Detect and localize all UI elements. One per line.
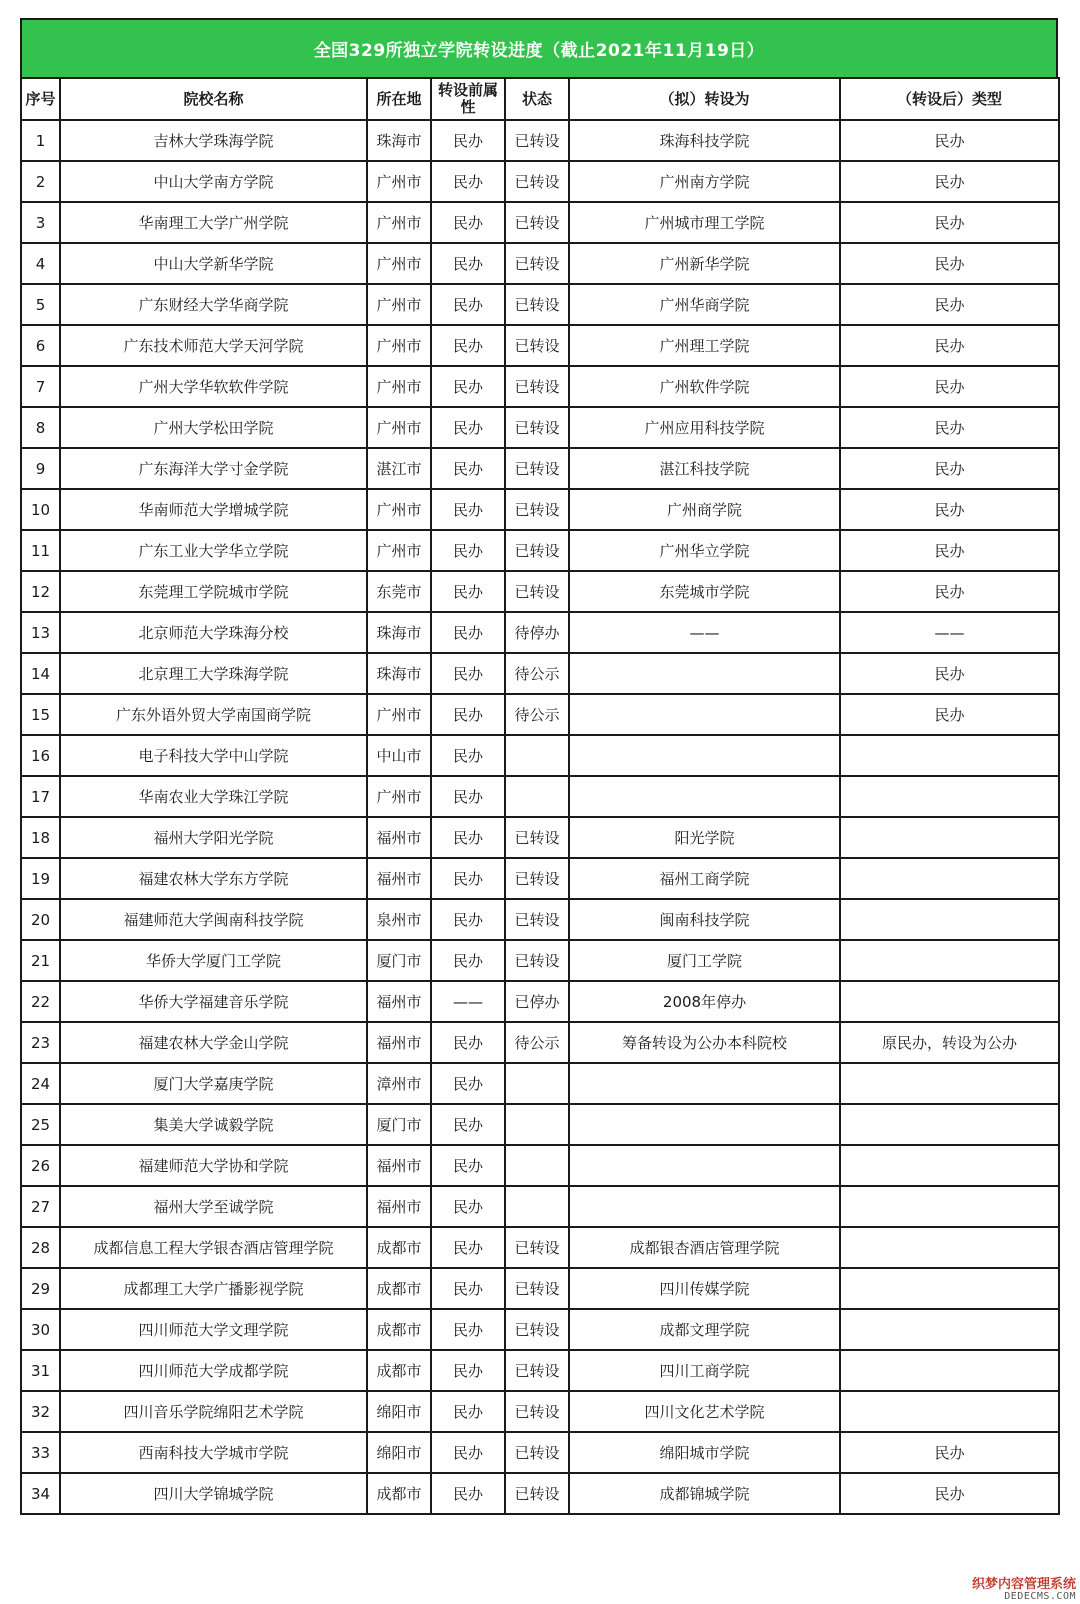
watermark-cn-text: 织梦内容管理系统	[971, 1576, 1076, 1592]
cell-status: 已转设	[505, 161, 569, 202]
cell-converted-to: 四川工商学院	[569, 1350, 840, 1391]
cell-converted-to: 筹备转设为公办本科院校	[569, 1022, 840, 1063]
cell-location: 珠海市	[367, 653, 431, 694]
cell-location: 成都市	[367, 1309, 431, 1350]
cell-prior-attribute: 民办	[431, 202, 505, 243]
table-row	[21, 571, 1059, 612]
header-row	[21, 78, 1059, 120]
header-col-location: 所在地	[367, 78, 431, 120]
cell-status: 已转设	[505, 407, 569, 448]
cell-school-name: 华南农业大学珠江学院	[60, 776, 367, 817]
cell-location: 漳州市	[367, 1063, 431, 1104]
cell-prior-attribute: 民办	[431, 653, 505, 694]
cell-converted-to: 闽南科技学院	[569, 899, 840, 940]
cell-prior-attribute: 民办	[431, 243, 505, 284]
cell-status	[505, 735, 569, 776]
cell-status	[505, 1063, 569, 1104]
table-row	[21, 530, 1059, 571]
cell-prior-attribute: 民办	[431, 448, 505, 489]
cell-school-name: 四川师范大学文理学院	[60, 1309, 367, 1350]
cell-converted-to: 广州理工学院	[569, 325, 840, 366]
header-col-status: 状态	[505, 78, 569, 120]
cell-prior-attribute: 民办	[431, 407, 505, 448]
table-row	[21, 366, 1059, 407]
cell-status	[505, 1145, 569, 1186]
cell-prior-attribute: 民办	[431, 1473, 505, 1514]
cell-school-name: 四川师范大学成都学院	[60, 1350, 367, 1391]
table-row	[21, 1268, 1059, 1309]
header-col-post-type: （转设后）类型	[840, 78, 1059, 120]
cell-prior-attribute: 民办	[431, 776, 505, 817]
cell-location: 成都市	[367, 1268, 431, 1309]
cell-school-name: 成都理工大学广播影视学院	[60, 1268, 367, 1309]
cell-post-type: 民办	[840, 1432, 1059, 1473]
table-row	[21, 1022, 1059, 1063]
table-row	[21, 325, 1059, 366]
watermark-en-text: DEDECMS.COM	[1004, 1590, 1076, 1602]
cell-status: 已转设	[505, 202, 569, 243]
cell-prior-attribute: 民办	[431, 120, 505, 161]
cell-location: 东莞市	[367, 571, 431, 612]
cell-seq: 12	[21, 571, 60, 612]
cell-post-type: 民办	[840, 448, 1059, 489]
cell-seq: 16	[21, 735, 60, 776]
table-row	[21, 735, 1059, 776]
cell-post-type	[840, 735, 1059, 776]
cell-post-type	[840, 1268, 1059, 1309]
cell-school-name: 电子科技大学中山学院	[60, 735, 367, 776]
cell-school-name: 中山大学新华学院	[60, 243, 367, 284]
cell-prior-attribute: 民办	[431, 284, 505, 325]
cell-post-type: 民办	[840, 202, 1059, 243]
cell-seq: 34	[21, 1473, 60, 1514]
cell-converted-to: 东莞城市学院	[569, 571, 840, 612]
cell-converted-to: 绵阳城市学院	[569, 1432, 840, 1473]
cell-location: 广州市	[367, 243, 431, 284]
cell-location: 广州市	[367, 530, 431, 571]
table-row	[21, 448, 1059, 489]
cell-location: 福州市	[367, 981, 431, 1022]
cell-status: 已转设	[505, 1350, 569, 1391]
cell-converted-to: 四川文化艺术学院	[569, 1391, 840, 1432]
cell-school-name: 福建农林大学金山学院	[60, 1022, 367, 1063]
cell-seq: 20	[21, 899, 60, 940]
cell-status: 已转设	[505, 1309, 569, 1350]
cell-prior-attribute: 民办	[431, 366, 505, 407]
cell-prior-attribute: 民办	[431, 489, 505, 530]
cell-seq: 18	[21, 817, 60, 858]
cell-school-name: 西南科技大学城市学院	[60, 1432, 367, 1473]
cell-school-name: 广州大学松田学院	[60, 407, 367, 448]
cell-post-type: 民办	[840, 489, 1059, 530]
header-col-seq: 序号	[21, 78, 60, 120]
cell-post-type	[840, 776, 1059, 817]
cell-prior-attribute: 民办	[431, 1186, 505, 1227]
data-table	[20, 77, 1060, 1515]
cell-school-name: 华侨大学厦门工学院	[60, 940, 367, 981]
table-row	[21, 694, 1059, 735]
table-row	[21, 653, 1059, 694]
cell-prior-attribute: 民办	[431, 735, 505, 776]
cell-school-name: 广东海洋大学寸金学院	[60, 448, 367, 489]
cell-status: 已转设	[505, 1227, 569, 1268]
cell-prior-attribute: 民办	[431, 1145, 505, 1186]
table-row	[21, 243, 1059, 284]
cell-location: 广州市	[367, 161, 431, 202]
cell-post-type: 民办	[840, 694, 1059, 735]
cell-prior-attribute: 民办	[431, 1227, 505, 1268]
cell-school-name: 华南理工大学广州学院	[60, 202, 367, 243]
cell-prior-attribute: 民办	[431, 571, 505, 612]
cell-seq: 8	[21, 407, 60, 448]
cell-post-type	[840, 1350, 1059, 1391]
cell-converted-to: 福州工商学院	[569, 858, 840, 899]
cell-post-type	[840, 1309, 1059, 1350]
cell-post-type	[840, 981, 1059, 1022]
cell-post-type	[840, 1227, 1059, 1268]
cell-post-type: 民办	[840, 653, 1059, 694]
cell-converted-to	[569, 1145, 840, 1186]
cell-school-name: 中山大学南方学院	[60, 161, 367, 202]
cell-converted-to: 广州应用科技学院	[569, 407, 840, 448]
cell-seq: 13	[21, 612, 60, 653]
cell-prior-attribute: 民办	[431, 530, 505, 571]
header-col-school-name: 院校名称	[60, 78, 367, 120]
table-row	[21, 284, 1059, 325]
site-watermark	[972, 1578, 1076, 1602]
cell-status: 已转设	[505, 243, 569, 284]
cell-location: 厦门市	[367, 940, 431, 981]
cell-school-name: 福建师范大学闽南科技学院	[60, 899, 367, 940]
cell-school-name: 四川音乐学院绵阳艺术学院	[60, 1391, 367, 1432]
cell-prior-attribute: 民办	[431, 1391, 505, 1432]
cell-post-type: 民办	[840, 243, 1059, 284]
cell-seq: 31	[21, 1350, 60, 1391]
cell-prior-attribute: 民办	[431, 1063, 505, 1104]
cell-seq: 28	[21, 1227, 60, 1268]
table-row	[21, 1145, 1059, 1186]
cell-post-type	[840, 1391, 1059, 1432]
cell-location: 广州市	[367, 366, 431, 407]
cell-location: 福州市	[367, 817, 431, 858]
cell-status: 已转设	[505, 1391, 569, 1432]
cell-post-type: 民办	[840, 407, 1059, 448]
cell-status: 已转设	[505, 899, 569, 940]
cell-converted-to: 广州南方学院	[569, 161, 840, 202]
cell-location: 绵阳市	[367, 1391, 431, 1432]
cell-post-type: 民办	[840, 284, 1059, 325]
cell-status: 已转设	[505, 284, 569, 325]
cell-status: 已转设	[505, 940, 569, 981]
cell-converted-to	[569, 1063, 840, 1104]
cell-school-name: 吉林大学珠海学院	[60, 120, 367, 161]
cell-prior-attribute: 民办	[431, 1104, 505, 1145]
cell-seq: 23	[21, 1022, 60, 1063]
cell-converted-to: 湛江科技学院	[569, 448, 840, 489]
cell-location: 成都市	[367, 1473, 431, 1514]
cell-location: 成都市	[367, 1227, 431, 1268]
cell-post-type: 民办	[840, 571, 1059, 612]
table-row	[21, 981, 1059, 1022]
cell-seq: 9	[21, 448, 60, 489]
cell-school-name: 成都信息工程大学银杏酒店管理学院	[60, 1227, 367, 1268]
cell-location: 成都市	[367, 1350, 431, 1391]
cell-post-type: 民办	[840, 366, 1059, 407]
cell-prior-attribute: 民办	[431, 940, 505, 981]
cell-school-name: 福州大学阳光学院	[60, 817, 367, 858]
cell-prior-attribute: ——	[431, 981, 505, 1022]
cell-status: 已转设	[505, 366, 569, 407]
cell-post-type	[840, 1104, 1059, 1145]
cell-converted-to	[569, 1186, 840, 1227]
cell-school-name: 东莞理工学院城市学院	[60, 571, 367, 612]
table-row	[21, 940, 1059, 981]
cell-school-name: 华南师范大学增城学院	[60, 489, 367, 530]
cell-status: 已转设	[505, 817, 569, 858]
cell-location: 福州市	[367, 858, 431, 899]
cell-seq: 4	[21, 243, 60, 284]
cell-prior-attribute: 民办	[431, 694, 505, 735]
cell-prior-attribute: 民办	[431, 1432, 505, 1473]
cell-converted-to: 广州华商学院	[569, 284, 840, 325]
cell-school-name: 厦门大学嘉庚学院	[60, 1063, 367, 1104]
cell-converted-to: 成都锦城学院	[569, 1473, 840, 1514]
table-row	[21, 1227, 1059, 1268]
cell-converted-to: 2008年停办	[569, 981, 840, 1022]
cell-location: 福州市	[367, 1186, 431, 1227]
cell-prior-attribute: 民办	[431, 1022, 505, 1063]
table-row	[21, 489, 1059, 530]
cell-location: 广州市	[367, 202, 431, 243]
cell-post-type	[840, 817, 1059, 858]
cell-location: 广州市	[367, 776, 431, 817]
cell-seq: 6	[21, 325, 60, 366]
cell-converted-to: 成都银杏酒店管理学院	[569, 1227, 840, 1268]
cell-post-type: 民办	[840, 120, 1059, 161]
cell-status: 已转设	[505, 1268, 569, 1309]
table-row	[21, 899, 1059, 940]
table-row	[21, 1309, 1059, 1350]
cell-seq: 10	[21, 489, 60, 530]
table-row	[21, 1104, 1059, 1145]
cell-seq: 17	[21, 776, 60, 817]
cell-seq: 15	[21, 694, 60, 735]
cell-converted-to: 珠海科技学院	[569, 120, 840, 161]
cell-status	[505, 1104, 569, 1145]
cell-converted-to	[569, 653, 840, 694]
cell-post-type	[840, 940, 1059, 981]
cell-seq: 25	[21, 1104, 60, 1145]
cell-converted-to	[569, 1104, 840, 1145]
table-row	[21, 1350, 1059, 1391]
cell-converted-to	[569, 735, 840, 776]
cell-location: 广州市	[367, 284, 431, 325]
cell-converted-to	[569, 694, 840, 735]
cell-status	[505, 1186, 569, 1227]
cell-post-type	[840, 899, 1059, 940]
table-row	[21, 1186, 1059, 1227]
table-row	[21, 612, 1059, 653]
cell-converted-to: 厦门工学院	[569, 940, 840, 981]
table-row	[21, 161, 1059, 202]
cell-converted-to: 广州城市理工学院	[569, 202, 840, 243]
table-row	[21, 817, 1059, 858]
cell-school-name: 福州大学至诚学院	[60, 1186, 367, 1227]
table-row	[21, 407, 1059, 448]
table-row	[21, 1063, 1059, 1104]
cell-location: 泉州市	[367, 899, 431, 940]
cell-school-name: 广东技术师范大学天河学院	[60, 325, 367, 366]
cell-converted-to: 广州软件学院	[569, 366, 840, 407]
cell-seq: 7	[21, 366, 60, 407]
cell-prior-attribute: 民办	[431, 899, 505, 940]
cell-post-type: 民办	[840, 530, 1059, 571]
cell-seq: 14	[21, 653, 60, 694]
table-row	[21, 858, 1059, 899]
cell-converted-to: 广州华立学院	[569, 530, 840, 571]
cell-prior-attribute: 民办	[431, 1350, 505, 1391]
cell-prior-attribute: 民办	[431, 817, 505, 858]
cell-converted-to: 广州新华学院	[569, 243, 840, 284]
cell-location: 福州市	[367, 1145, 431, 1186]
cell-status: 已转设	[505, 448, 569, 489]
cell-school-name: 广东外语外贸大学南国商学院	[60, 694, 367, 735]
table-row	[21, 1432, 1059, 1473]
cell-post-type	[840, 1186, 1059, 1227]
cell-location: 珠海市	[367, 120, 431, 161]
cell-location: 广州市	[367, 489, 431, 530]
table-row	[21, 776, 1059, 817]
cell-post-type: 民办	[840, 161, 1059, 202]
cell-school-name: 北京师范大学珠海分校	[60, 612, 367, 653]
cell-location: 广州市	[367, 407, 431, 448]
cell-seq: 29	[21, 1268, 60, 1309]
cell-seq: 27	[21, 1186, 60, 1227]
cell-school-name: 北京理工大学珠海学院	[60, 653, 367, 694]
cell-post-type: ——	[840, 612, 1059, 653]
cell-seq: 1	[21, 120, 60, 161]
cell-school-name: 广东财经大学华商学院	[60, 284, 367, 325]
cell-location: 广州市	[367, 694, 431, 735]
cell-post-type	[840, 1145, 1059, 1186]
cell-prior-attribute: 民办	[431, 1268, 505, 1309]
cell-converted-to: 广州商学院	[569, 489, 840, 530]
table-body	[21, 120, 1059, 1514]
header-col-prior-attribute: 转设前属性	[431, 78, 505, 120]
cell-converted-to: 四川传媒学院	[569, 1268, 840, 1309]
cell-location: 湛江市	[367, 448, 431, 489]
table-row	[21, 1473, 1059, 1514]
cell-location: 福州市	[367, 1022, 431, 1063]
cell-school-name: 广东工业大学华立学院	[60, 530, 367, 571]
cell-seq: 33	[21, 1432, 60, 1473]
cell-status: 已转设	[505, 858, 569, 899]
cell-school-name: 福建农林大学东方学院	[60, 858, 367, 899]
cell-status: 待公示	[505, 694, 569, 735]
header-col-converted-to: （拟）转设为	[569, 78, 840, 120]
cell-school-name: 四川大学锦城学院	[60, 1473, 367, 1514]
cell-status: 待停办	[505, 612, 569, 653]
cell-school-name: 福建师范大学协和学院	[60, 1145, 367, 1186]
table-title: 全国329所独立学院转设进度（截止2021年11月19日）	[20, 18, 1058, 77]
cell-prior-attribute: 民办	[431, 161, 505, 202]
cell-location: 厦门市	[367, 1104, 431, 1145]
cell-converted-to: 成都文理学院	[569, 1309, 840, 1350]
cell-status: 已转设	[505, 1432, 569, 1473]
cell-post-type	[840, 1063, 1059, 1104]
cell-prior-attribute: 民办	[431, 858, 505, 899]
cell-school-name: 华侨大学福建音乐学院	[60, 981, 367, 1022]
cell-seq: 2	[21, 161, 60, 202]
cell-status: 已转设	[505, 1473, 569, 1514]
cell-prior-attribute: 民办	[431, 325, 505, 366]
cell-status: 已转设	[505, 325, 569, 366]
cell-prior-attribute: 民办	[431, 1309, 505, 1350]
cell-status: 已转设	[505, 120, 569, 161]
cell-status: 已转设	[505, 489, 569, 530]
cell-seq: 26	[21, 1145, 60, 1186]
cell-status: 已停办	[505, 981, 569, 1022]
cell-seq: 22	[21, 981, 60, 1022]
cell-school-name: 集美大学诚毅学院	[60, 1104, 367, 1145]
table-row	[21, 1391, 1059, 1432]
cell-post-type: 民办	[840, 325, 1059, 366]
cell-post-type: 民办	[840, 1473, 1059, 1514]
cell-seq: 3	[21, 202, 60, 243]
cell-seq: 11	[21, 530, 60, 571]
table-row	[21, 120, 1059, 161]
cell-status: 已转设	[505, 530, 569, 571]
cell-seq: 24	[21, 1063, 60, 1104]
cell-converted-to: 阳光学院	[569, 817, 840, 858]
cell-converted-to	[569, 776, 840, 817]
cell-seq: 5	[21, 284, 60, 325]
progress-table-sheet	[20, 18, 1058, 1515]
cell-status	[505, 776, 569, 817]
cell-seq: 30	[21, 1309, 60, 1350]
cell-location: 广州市	[367, 325, 431, 366]
table-row	[21, 202, 1059, 243]
cell-seq: 19	[21, 858, 60, 899]
cell-seq: 21	[21, 940, 60, 981]
cell-post-type	[840, 858, 1059, 899]
cell-location: 绵阳市	[367, 1432, 431, 1473]
cell-converted-to: ——	[569, 612, 840, 653]
cell-location: 珠海市	[367, 612, 431, 653]
cell-location: 中山市	[367, 735, 431, 776]
cell-prior-attribute: 民办	[431, 612, 505, 653]
cell-status: 待公示	[505, 1022, 569, 1063]
cell-status: 已转设	[505, 571, 569, 612]
cell-post-type: 原民办，转设为公办	[840, 1022, 1059, 1063]
cell-seq: 32	[21, 1391, 60, 1432]
cell-school-name: 广州大学华软软件学院	[60, 366, 367, 407]
cell-status: 待公示	[505, 653, 569, 694]
